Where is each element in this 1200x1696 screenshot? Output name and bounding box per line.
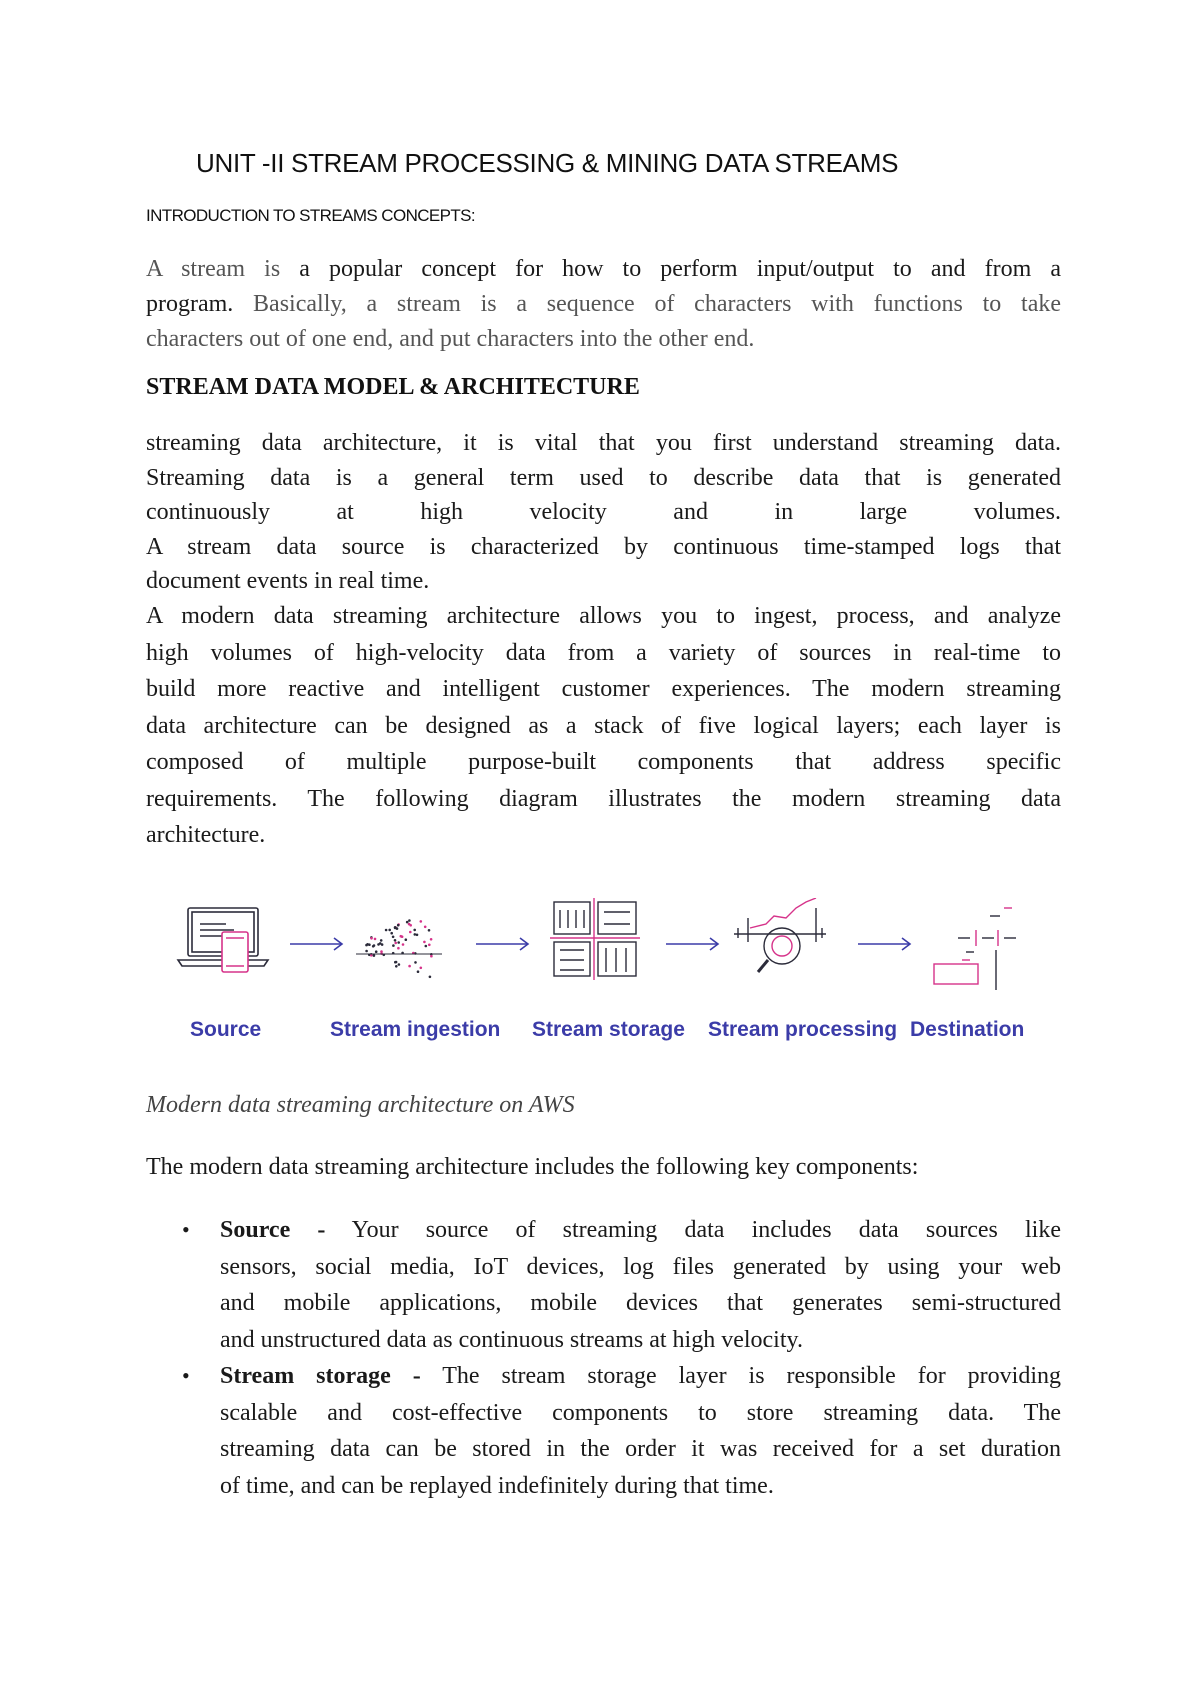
list-text: The stream storage layer is responsible for providing [420, 1363, 1061, 1389]
magnifier-chart-icon [734, 898, 826, 972]
scatter-dots-icon [356, 919, 442, 978]
intro-line-1 [146, 252, 1061, 287]
paragraph-line: continuously at high velocity and in large volumes. [146, 499, 1061, 525]
page-title: UNIT -II STREAM PROCESSING & MINING DATA STREAMS [196, 148, 899, 178]
intro-text: a popular concept for how to perform input/output to and from a [280, 256, 1061, 282]
paragraph-line: architecture. [146, 822, 266, 848]
list-text: Your source of streaming data includes data sources like [325, 1217, 1061, 1243]
scatter-dot [408, 965, 411, 968]
scatter-dot [430, 938, 433, 941]
list-line [220, 1212, 1061, 1249]
scatter-dot [425, 945, 428, 948]
stage-label-source: Source [190, 1018, 262, 1041]
bullet-glyph: • [182, 1217, 190, 1242]
scatter-dot [416, 934, 419, 937]
scatter-dot [388, 929, 391, 932]
scatter-dot [392, 944, 395, 947]
components-list [146, 1212, 1061, 1504]
scatter-dot [405, 938, 408, 941]
figure-caption: Modern data streaming architecture on AWS [146, 1092, 575, 1118]
list-line: sensors, social media, IoT devices, log files generated by using your web [220, 1253, 1061, 1280]
right-arrow-icon [858, 938, 910, 950]
bullet-glyph: • [182, 1363, 190, 1388]
scatter-dot [392, 936, 395, 939]
scatter-dot [373, 954, 376, 957]
scatter-dot [372, 945, 375, 948]
scatter-dot [417, 970, 420, 973]
paragraph-line: data architecture can be designed as a stack of five logical layers; each layer is [146, 712, 1061, 739]
intro-text: program. [146, 291, 234, 317]
scatter-dot [390, 932, 393, 935]
section-heading: STREAM DATA MODEL & ARCHITECTURE [146, 374, 640, 400]
storage-grid-icon [550, 898, 640, 980]
list-line: and mobile applications, mobile devices that generates semi-structured [220, 1290, 1061, 1316]
scatter-dot [429, 976, 432, 979]
scatter-dot [414, 961, 417, 964]
scatter-dot [424, 926, 427, 929]
intro-paragraph [146, 252, 1061, 357]
destination-box-icon [934, 908, 1016, 990]
scatter-dot [413, 929, 416, 932]
paragraph-line: high volumes of high-velocity data from a variety of sources in real-time to [146, 639, 1061, 666]
paragraph-line: document events in real time. [146, 568, 430, 594]
list-line [220, 1358, 1061, 1395]
scatter-dot [370, 937, 373, 940]
intro-line-2 [146, 287, 1061, 322]
stage-label-storage: Stream storage [532, 1018, 685, 1041]
scatter-dot [365, 950, 368, 953]
laptop-phone-icon [178, 908, 268, 972]
scatter-dot [394, 942, 397, 945]
intro-text: Basically, a stream is a sequence of characters with functions to take [233, 291, 1061, 317]
scatter-dot [397, 947, 400, 950]
scatter-dot [368, 943, 371, 946]
scatter-dot [365, 944, 368, 947]
scatter-dot [430, 955, 433, 958]
scatter-dot [402, 943, 405, 946]
list-line: scalable and cost-effective components to store streaming data. The [220, 1399, 1061, 1426]
scatter-dot [409, 924, 412, 927]
list-line: of time, and can be replayed indefinitely during that time. [220, 1472, 774, 1499]
paragraph-line: requirements. The following diagram illustrates the modern streaming data [146, 785, 1061, 812]
scatter-dot [423, 941, 426, 944]
scatter-dot [379, 942, 382, 945]
components-intro: The modern data streaming architecture includes the following key components: [146, 1154, 919, 1180]
list-term: Source - [220, 1217, 326, 1243]
scatter-dot [397, 924, 400, 927]
scatter-dot [409, 931, 412, 934]
scatter-dot [394, 939, 397, 942]
scatter-dot [397, 941, 400, 944]
paragraph-line: composed of multiple purpose-built components that address specific [146, 749, 1061, 775]
scatter-dot [420, 967, 423, 970]
intro-heading: INTRODUCTION TO STREAMS CONCEPTS: [146, 206, 476, 225]
stage-label-processing: Stream processing [708, 1018, 898, 1041]
scatter-dot [398, 963, 401, 966]
stage-label-ingestion: Stream ingestion [330, 1018, 501, 1041]
list-item [146, 1212, 1061, 1358]
scatter-dot [428, 929, 431, 932]
scatter-dot [395, 965, 398, 968]
scatter-dot [400, 935, 403, 938]
list-term: Stream storage - [220, 1363, 421, 1389]
scatter-dot [408, 919, 411, 922]
scatter-dot [375, 950, 378, 953]
scatter-dot [414, 933, 417, 936]
paragraph-line: A modern data streaming architecture allows you to ingest, process, and analyze [146, 603, 1061, 629]
right-arrow-icon [290, 938, 342, 950]
scatter-dot [406, 921, 409, 924]
scatter-dot [394, 961, 397, 964]
intro-text: A stream is [146, 256, 281, 282]
stage-label-destination: Destination [910, 1018, 1025, 1041]
scatter-dot [428, 944, 431, 947]
list-line: and unstructured data as continuous streams at high velocity. [220, 1326, 803, 1353]
list-item [146, 1358, 1061, 1504]
paragraph-line: Streaming data is a general term used to describe data that is generated [146, 464, 1061, 491]
scatter-dot [385, 929, 388, 932]
architecture-paragraph [146, 598, 1061, 854]
scatter-dot [420, 920, 423, 923]
paragraph-line: A stream data source is characterized by continuous time-stamped logs that [146, 533, 1061, 560]
right-arrow-icon [666, 938, 718, 950]
intro-line-3: characters out of one end, and put characters into the other end. [146, 326, 755, 352]
list-line: streaming data can be stored in the order it was received for a set duration [220, 1436, 1061, 1462]
paragraph-line: streaming data architecture, it is vital that you first understand streaming data. [146, 430, 1061, 456]
streaming-data-paragraph [146, 426, 1061, 599]
scatter-dot [380, 939, 383, 942]
scatter-dot [394, 926, 397, 929]
scatter-dot [374, 938, 377, 941]
right-arrow-icon [476, 938, 528, 950]
paragraph-line: build more reactive and intelligent customer experiences. The modern streaming [146, 676, 1061, 702]
